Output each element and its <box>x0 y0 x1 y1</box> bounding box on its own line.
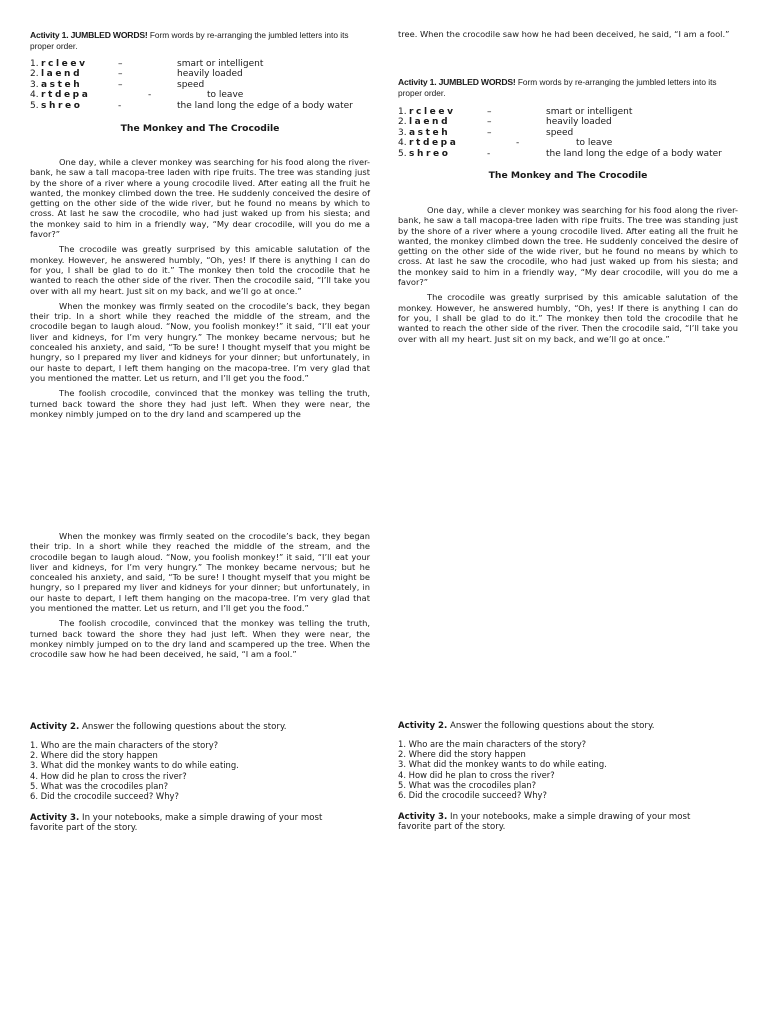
item-meaning: heavily loaded <box>177 69 243 80</box>
item-meaning: to leave <box>576 138 613 149</box>
question-item: 3. What did the monkey wants to do while eating. <box>398 759 607 770</box>
jumbled-word: rcleev <box>409 107 456 117</box>
story-paragraph-2: The crocodile was greatly surprised by this amicable salutation of the monkey. However, he answered humbly, “Oh, yes! If there is anything I can do for you, I shall be glad to do it.” The monkey then told the crocodile that he wanted to reach the other side of the river. Then the crocodile said, “I’ll take you over with all my heart. Just sit on my back, and we’ll go at once.” <box>398 292 738 344</box>
story-paragraph-2: The crocodile was greatly surprised by this amicable salutation of the monkey. However, he answered humbly, “Oh, yes! If there is anything I can do for you, I shall be glad to do it.” The monkey then told the crocodile that he wanted to reach the other side of the river. Then the crocodile said, “I’ll take you over with all my heart. Just sit on my back, and we’ll go at once.” <box>30 244 370 296</box>
jumbled-item <box>30 90 370 100</box>
story-paragraph-4-part2: tree. When the crocodile saw how he had been deceived, he said, “I am a fool.” <box>398 29 730 39</box>
story-text-left-top <box>30 157 370 419</box>
activity1-label: Activity 1. JUMBLED WORDS! <box>398 77 516 87</box>
jumbled-word: shreo <box>409 148 451 159</box>
activity3-label: Activity 3. <box>30 813 80 823</box>
item-number: 2. <box>398 117 407 128</box>
activity1-heading-right <box>398 77 738 99</box>
question-item: 2. Where did the story happen <box>398 749 526 760</box>
activity1-heading-left <box>30 30 370 52</box>
activity1-instruction: Form words by re-arranging the jumbled letters into its proper order. <box>30 30 349 51</box>
item-dash: - <box>516 138 520 149</box>
item-dash: – <box>118 59 123 69</box>
question-item: 4. How did he plan to cross the river? <box>398 769 555 780</box>
item-dash: - <box>118 100 122 111</box>
story-text-right <box>398 205 738 344</box>
activity2-label: Activity 2. <box>30 722 80 732</box>
jumbled-word: laend <box>409 117 451 128</box>
story-paragraph-3: When the monkey was firmly seated on the crocodile’s back, they began their trip. In a short while they reached the middle of the stream, and the crocodile began to laugh aloud. “Now, you foolish monkey!” it said, “I’ll eat your liver and kidneys, for I’m very hungry.” The monkey became nervous; but he concealed his anxiety, and said, “To be sure! I thought myself that you might be hungry, so I prepared my liver and kidneys for your dinner; but unfortunately, in our haste to depart, I left them hanging on the macopa-tree. I’m very glad that you mentioned the matter. Let us return, and I’ll get you the food.” <box>30 531 370 614</box>
jumbled-item <box>398 149 738 159</box>
question-item: 6. Did the crocodile succeed? Why? <box>398 790 547 801</box>
question-item: 5. What was the crocodiles plan? <box>30 780 169 791</box>
jumbled-word: shreo <box>41 100 83 111</box>
item-dash: – <box>487 117 492 128</box>
jumbled-item <box>398 107 738 117</box>
story-continuation-right <box>398 29 738 39</box>
jumbled-word: laend <box>41 69 83 80</box>
question-item: 3. What did the monkey wants to do while eating. <box>30 760 239 771</box>
jumbled-word: rtdepa <box>409 138 459 149</box>
item-meaning: speed <box>546 127 574 138</box>
question-item: 6. Did the crocodile succeed? Why? <box>30 791 179 802</box>
item-meaning: heavily loaded <box>546 117 612 128</box>
activity1-instruction: Form words by re-arranging the jumbled letters into its proper order. <box>398 77 717 98</box>
activity3-instruction: In your notebooks, make a simple drawing of your most favorite part of the story. <box>398 812 691 833</box>
story-paragraph-4-part1: The foolish crocodile, convinced that the monkey was telling the truth, turned back toward the shore they had just left. When they were near, the monkey nimbly jumped on to the dry land and scampered up the <box>30 388 370 419</box>
jumbled-item <box>30 80 370 90</box>
jumbled-item <box>398 128 738 138</box>
item-number: 1. <box>30 59 39 69</box>
question-list-right <box>398 739 738 800</box>
item-number: 2. <box>30 69 39 80</box>
jumbled-item <box>30 101 370 111</box>
activity2-instruction: Answer the following questions about the story. <box>79 722 287 732</box>
jumbled-word-list-left <box>30 59 370 111</box>
item-meaning: the land long the edge of a body water <box>546 148 722 159</box>
item-meaning: smart or intelligent <box>177 59 264 69</box>
activity1-label: Activity 1. JUMBLED WORDS! <box>30 30 148 40</box>
jumbled-word: asteh <box>409 127 451 138</box>
question-item: 1. Who are the main characters of the story? <box>30 740 219 750</box>
item-number: 3. <box>30 79 39 90</box>
item-meaning: the land long the edge of a body water <box>177 100 353 111</box>
activity2-heading-right <box>398 721 738 731</box>
item-meaning: smart or intelligent <box>546 107 633 117</box>
item-number: 4. <box>398 138 407 149</box>
item-number: 5. <box>398 148 407 159</box>
question-item: 4. How did he plan to cross the river? <box>30 770 187 781</box>
jumbled-word: rcleev <box>41 59 88 69</box>
activity3-right <box>398 812 718 833</box>
item-dash: – <box>487 107 492 117</box>
story-text-left-bottom <box>30 531 370 660</box>
activity2-heading-left <box>30 722 370 732</box>
activity3-instruction: In your notebooks, make a simple drawing of your most favorite part of the story. <box>30 813 323 834</box>
question-item: 1. Who are the main characters of the story? <box>398 739 587 749</box>
jumbled-word-list-right <box>398 107 738 159</box>
item-dash: – <box>487 127 492 138</box>
activity3-left <box>30 813 350 834</box>
jumbled-item <box>398 117 738 127</box>
activity3-label: Activity 3. <box>398 812 448 822</box>
item-dash: - <box>487 148 491 159</box>
story-paragraph-1: One day, while a clever monkey was searching for his food along the river-bank, he saw a tall macopa-tree laden with ripe fruits. The tree was standing just by the shore of a river where a young crocodile lived. After eating all the fruit he wanted, the monkey climbed down the tree. He suddenly conceived the desire of getting on the other side of the wide river, but he found no means by which to cross. At last he saw the crocodile, who had just waked up from his siesta; and the monkey said to him in a friendly way, “My dear crocodile, will you do me a favor?” <box>30 157 370 240</box>
item-number: 3. <box>398 127 407 138</box>
item-meaning: to leave <box>207 90 244 101</box>
item-dash: – <box>118 69 123 80</box>
item-dash: - <box>148 90 152 101</box>
jumbled-word: asteh <box>41 79 83 90</box>
story-paragraph-1: One day, while a clever monkey was searching for his food along the river-bank, he saw a tall macopa-tree laden with ripe fruits. The tree was standing just by the shore of a river where a young crocodile lived. After eating all the fruit he wanted, the monkey climbed down the tree. He suddenly conceived the desire of getting on the other side of the wide river, but he found no means by which to cross. At last he saw the crocodile, who had just waked up from his siesta; and the monkey said to him in a friendly way, “My dear crocodile, will you do me a favor?” <box>398 205 738 288</box>
jumbled-item <box>30 69 370 79</box>
activity2-label: Activity 2. <box>398 721 448 731</box>
item-number: 5. <box>30 100 39 111</box>
question-item: 5. What was the crocodiles plan? <box>398 779 537 790</box>
item-dash: – <box>118 79 123 90</box>
item-meaning: speed <box>177 79 205 90</box>
activity2-instruction: Answer the following questions about the story. <box>447 721 655 731</box>
question-item: 2. Where did the story happen <box>30 750 158 761</box>
item-number: 1. <box>398 107 407 117</box>
story-paragraph-3: When the monkey was firmly seated on the crocodile’s back, they began their trip. In a short while they reached the middle of the stream, and the crocodile began to laugh aloud. “Now, you foolish monkey!” it said, “I’ll eat your liver and kidneys, for I’m very hungry.” The monkey became nervous; but he concealed his anxiety, and said, “To be sure! I thought myself that you might be hungry, so I prepared my liver and kidneys for your dinner; but unfortunately, in our haste to depart, I left them hanging on the macopa-tree. I’m very glad that you mentioned the matter. Let us return, and I’ll get you the food.” <box>30 300 370 383</box>
story-title-left: The Monkey and The Crocodile <box>120 123 280 134</box>
story-title-right: The Monkey and The Crocodile <box>488 170 648 181</box>
item-number: 4. <box>30 90 39 101</box>
jumbled-item <box>398 138 738 148</box>
jumbled-item <box>30 59 370 69</box>
question-list-left <box>30 740 370 801</box>
jumbled-word: rtdepa <box>41 90 91 101</box>
story-paragraph-4: The foolish crocodile, convinced that the monkey was telling the truth, turned back toward the shore they had just left. When they were near, the monkey nimbly jumped on to the dry land and scampered up the tree. When the crocodile saw how he had been deceived, he said, “I am a fool.” <box>30 618 370 660</box>
